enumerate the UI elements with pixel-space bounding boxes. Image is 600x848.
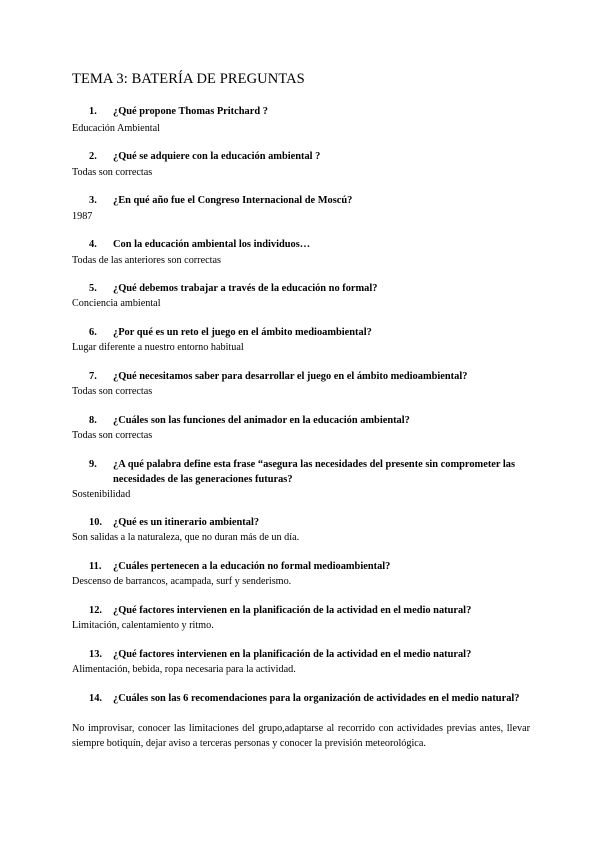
answer-row-1 xyxy=(72,121,530,136)
question xyxy=(72,149,530,164)
answer-row-12 xyxy=(72,618,530,633)
answer-row-7 xyxy=(72,384,530,399)
answer-row-8 xyxy=(72,428,530,443)
qa-item-1 xyxy=(72,104,530,119)
question-number: 2. xyxy=(89,151,97,162)
question-number: 4. xyxy=(89,239,97,250)
question-text: ¿Qué factores intervienen en la planificación de la actividad en el medio natural? xyxy=(113,605,472,616)
qa-item-11 xyxy=(72,559,530,574)
qa-item-10 xyxy=(72,515,530,530)
question xyxy=(72,691,530,706)
question xyxy=(72,457,530,487)
question-text: ¿Qué factores intervienen en la planificación de la actividad en el medio natural? xyxy=(113,649,472,660)
question xyxy=(72,559,530,574)
question-number: 10. xyxy=(89,517,102,528)
answer-text: Alimentación, bebida, ropa necesaria para la actividad. xyxy=(72,664,296,675)
answer-row-11 xyxy=(72,574,530,589)
question-number: 12. xyxy=(89,605,102,616)
qa-item-4 xyxy=(72,237,530,252)
answer-text: Limitación, calentamiento y ritmo. xyxy=(72,620,214,631)
question xyxy=(72,515,530,530)
qa-item-13 xyxy=(72,647,530,662)
answer-row-5 xyxy=(72,296,530,311)
question xyxy=(72,193,530,208)
question-number: 3. xyxy=(89,195,97,206)
answer-text: Sostenibilidad xyxy=(72,489,131,500)
question xyxy=(72,647,530,662)
question xyxy=(72,104,530,119)
answer-text: Lugar diferente a nuestro entorno habitual xyxy=(72,342,244,353)
answer-row-9 xyxy=(72,487,530,502)
answer-text: Conciencia ambiental xyxy=(72,298,161,309)
question-text: ¿Qué necesitamos saber para desarrollar el juego en el ámbito medioambiental? xyxy=(113,371,468,382)
question-text: ¿En qué año fue el Congreso Internacional de Moscú? xyxy=(113,195,353,206)
question-number: 5. xyxy=(89,283,97,294)
answer-text: 1987 xyxy=(72,211,93,222)
qa-item-3 xyxy=(72,193,530,208)
answer-text: Todas de las anteriores son correctas xyxy=(72,255,221,266)
question-text: ¿Cuáles pertenecen a la educación no formal medioambiental? xyxy=(113,561,391,572)
answer-text: No improvisar, conocer las limitaciones del grupo,adaptarse al recorrido con actividades previas antes, llevar siempre botiquín, dejar aviso a terceras personas y conocer la previsión meteorológica. xyxy=(72,723,530,749)
qa-item-14 xyxy=(72,691,530,706)
answer-row-4 xyxy=(72,253,530,268)
answer-text: Todas son correctas xyxy=(72,430,153,441)
answer-text: Son salidas a la naturaleza, que no duran más de un día. xyxy=(72,532,300,543)
question xyxy=(72,413,530,428)
answer-text: Educación Ambiental xyxy=(72,123,160,134)
answer-text: Todas son correctas xyxy=(72,386,153,397)
question-text: ¿Qué es un itinerario ambiental? xyxy=(113,517,260,528)
question-text: ¿Cuáles son las 6 recomendaciones para la organización de actividades en el medio natural? xyxy=(113,693,520,704)
answer-row-6 xyxy=(72,340,530,355)
qa-item-6 xyxy=(72,325,530,340)
question-text: ¿Qué propone Thomas Pritchard ? xyxy=(113,106,268,117)
page-title: TEMA 3: BATERÍA DE PREGUNTAS xyxy=(72,71,305,87)
qa-item-7 xyxy=(72,369,530,384)
question-text: ¿Qué debemos trabajar a través de la educación no formal? xyxy=(113,283,378,294)
answer-row-14 xyxy=(72,721,530,751)
question-number: 7. xyxy=(89,371,97,382)
question-text: ¿A qué palabra define esta frase “asegura las necesidades del presente sin comprometer las necesidades de las generaciones futuras? xyxy=(113,459,516,485)
question-number: 9. xyxy=(89,459,97,470)
question xyxy=(72,325,530,340)
question xyxy=(72,369,530,384)
question-text: ¿Por qué es un reto el juego en el ámbito medioambiental? xyxy=(113,327,372,338)
answer-row-10 xyxy=(72,530,530,545)
question-number: 6. xyxy=(89,327,97,338)
qa-item-8 xyxy=(72,413,530,428)
qa-item-5 xyxy=(72,281,530,296)
question-number: 11. xyxy=(89,561,102,572)
answer-text: Todas son correctas xyxy=(72,167,153,178)
qa-item-12 xyxy=(72,603,530,618)
qa-item-2 xyxy=(72,149,530,164)
question xyxy=(72,603,530,618)
question-number: 13. xyxy=(89,649,102,660)
question xyxy=(72,281,530,296)
question-number: 14. xyxy=(89,693,102,704)
answer-row-3 xyxy=(72,209,530,224)
question-number: 8. xyxy=(89,415,97,426)
answer-row-2 xyxy=(72,165,530,180)
question-text: ¿Qué se adquiere con la educación ambiental ? xyxy=(113,151,321,162)
answer-text: Descenso de barrancos, acampada, surf y senderismo. xyxy=(72,576,292,587)
question-text: ¿Cuáles son las funciones del animador en la educación ambiental? xyxy=(113,415,410,426)
question xyxy=(72,237,530,252)
answer-row-13 xyxy=(72,662,530,677)
qa-item-9 xyxy=(72,457,530,487)
question-text: Con la educación ambiental los individuos… xyxy=(113,239,311,250)
question-number: 1. xyxy=(89,106,97,117)
